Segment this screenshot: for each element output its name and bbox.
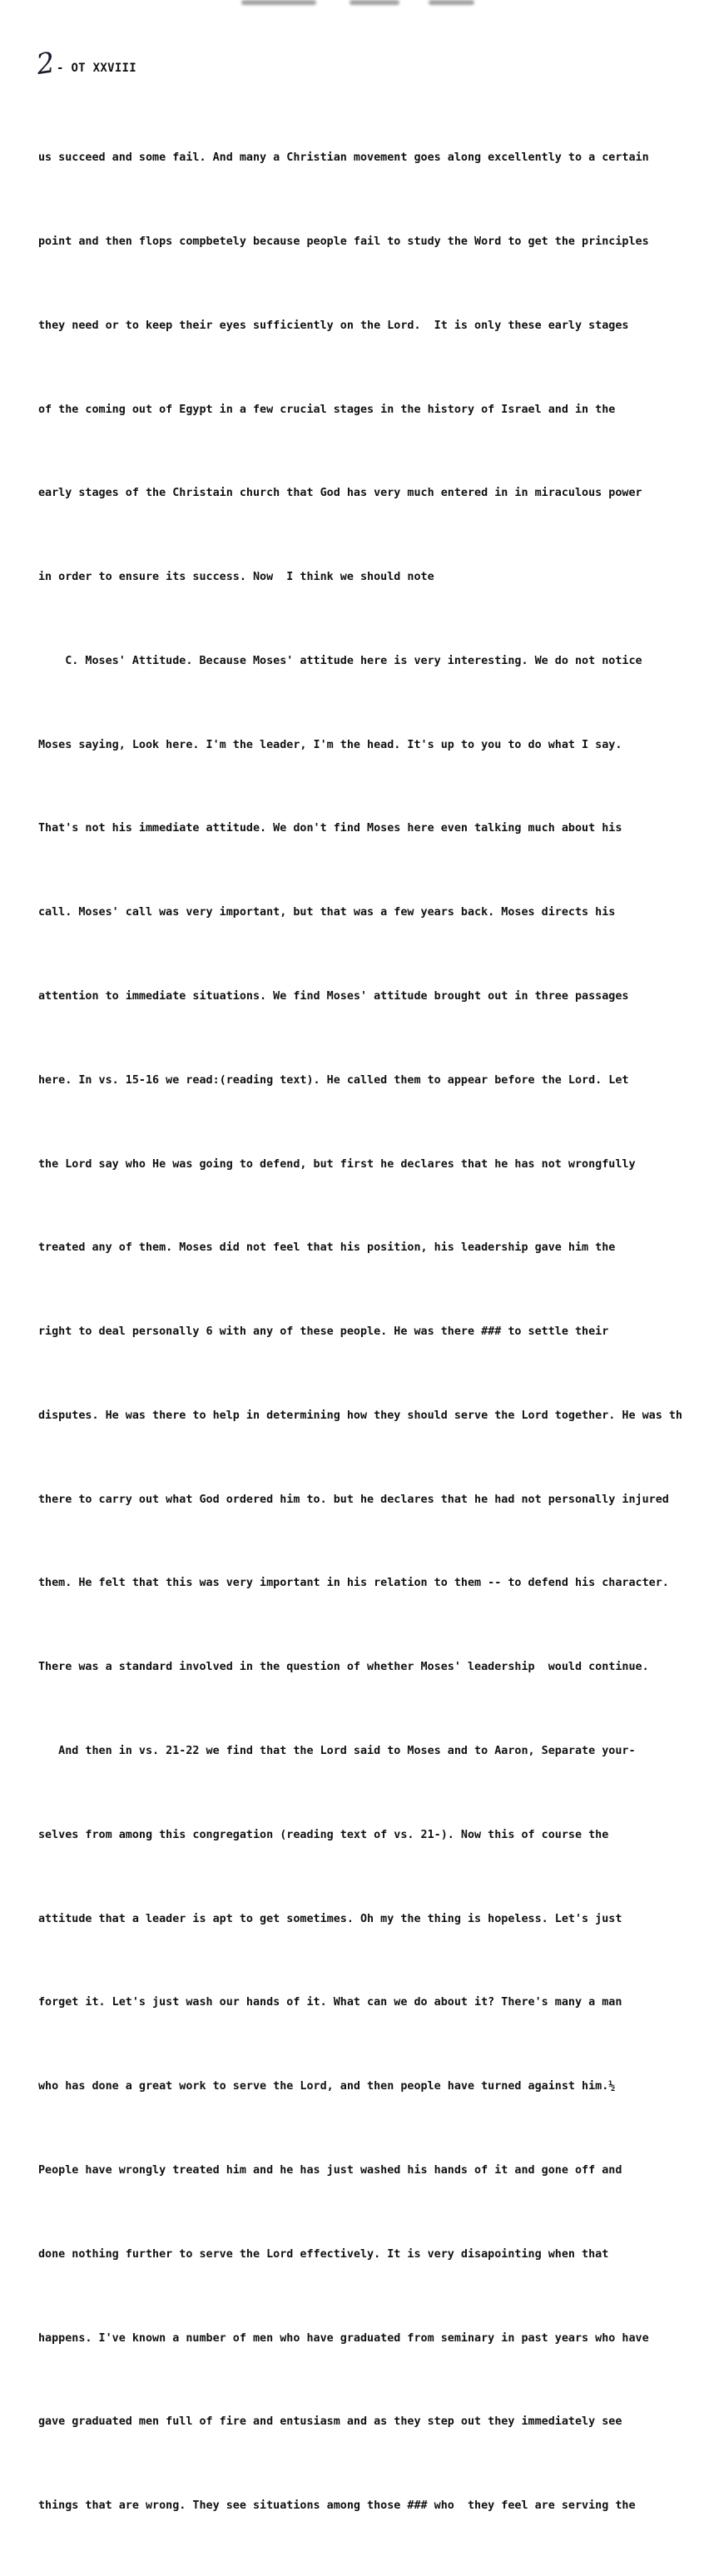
- text-line: in order to ensure its success. Now I think we should note: [38, 571, 434, 584]
- scan-artifact: [241, 0, 316, 5]
- typed-body-text: [38, 88, 709, 2576]
- text-line: attention to immediate situations. We find Moses' attitude brought out in three passages: [38, 990, 629, 1003]
- text-line: who has done a great work to serve the Lord, and then people have turned against him.½: [38, 2080, 616, 2093]
- text-line: the Lord say who He was going to defend, but first he declares that he has not wrongfully: [38, 1157, 636, 1171]
- text-line: early stages of the Christain church that God has very much entered in in miraculous power: [38, 487, 642, 500]
- scan-artifact: [350, 0, 399, 5]
- text-line: attitude that a leader is apt to get sometimes. Oh my the thing is hopeless. Let's just: [38, 1912, 622, 1925]
- text-line: call. Moses' call was very important, but that was a few years back. Moses directs his: [38, 906, 616, 919]
- text-line: happens. I've known a number of men who have graduated from seminary in past years who have: [38, 2331, 649, 2345]
- text-line: Moses saying, Look here. I'm the leader, I'm the head. It's up to you to do what I say.: [38, 738, 622, 751]
- text-line: That's not his immediate attitude. We don't find Moses here even talking much about his: [38, 822, 622, 835]
- text-line: here. In vs. 15-16 we read:(reading text). He called them to appear before the Lord. Let: [38, 1073, 629, 1087]
- text-line: People have wrongly treated him and he has just washed his hands of it and gone off and: [38, 2163, 622, 2177]
- text-line: forget it. Let's just wash our hands of it. What can we do about it? There's many a man: [38, 1996, 622, 2009]
- scan-artifact: [429, 0, 474, 5]
- text-line: disputes. He was there to help in determining how they should serve the Lord together. He was th: [38, 1409, 682, 1422]
- text-line: them. He felt that this was very important in his relation to them -- to defend his character.: [38, 1577, 669, 1590]
- handwritten-page-number: 2: [34, 46, 57, 82]
- page-header: [34, 46, 137, 82]
- text-line: right to deal personally 6 with any of these people. He was there ### to settle their: [38, 1325, 609, 1339]
- text-line: gave graduated men full of fire and entusiasm and as they step out they immediately see: [38, 2415, 622, 2429]
- text-line: done nothing further to serve the Lord effectively. It is very disapointing when that: [38, 2247, 609, 2261]
- text-line: selves from among this congregation (reading text of vs. 21-). Now this of course the: [38, 1828, 609, 1841]
- text-line: There was a standard involved in the question of whether Moses' leadership would continue.: [38, 1661, 649, 1674]
- text-line: they need or to keep their eyes sufficiently on the Lord. It is only these early stages: [38, 319, 629, 332]
- text-line: treated any of them. Moses did not feel that his position, his leadership gave him the: [38, 1241, 616, 1255]
- text-line: C. Moses' Attitude. Because Moses' attitude here is very interesting. We do not notice: [38, 654, 642, 667]
- text-line: of the coming out of Egypt in a few crucial stages in the history of Israel and in the: [38, 403, 616, 416]
- text-line: point and then flops compbetely because people fail to study the Word to get the principles: [38, 235, 649, 248]
- text-line: us succeed and some fail. And many a Christian movement goes along excellently to a certain: [38, 151, 649, 165]
- page-title: - OT XXVIII: [57, 62, 137, 75]
- text-line: there to carry out what God ordered him to. but he declares that he had not personally injured: [38, 1493, 669, 1506]
- text-line: And then in vs. 21-22 we find that the Lord said to Moses and to Aaron, Separate your-: [38, 1745, 636, 1758]
- text-line: things that are wrong. They see situations among those ### who they feel are serving the: [38, 2499, 636, 2513]
